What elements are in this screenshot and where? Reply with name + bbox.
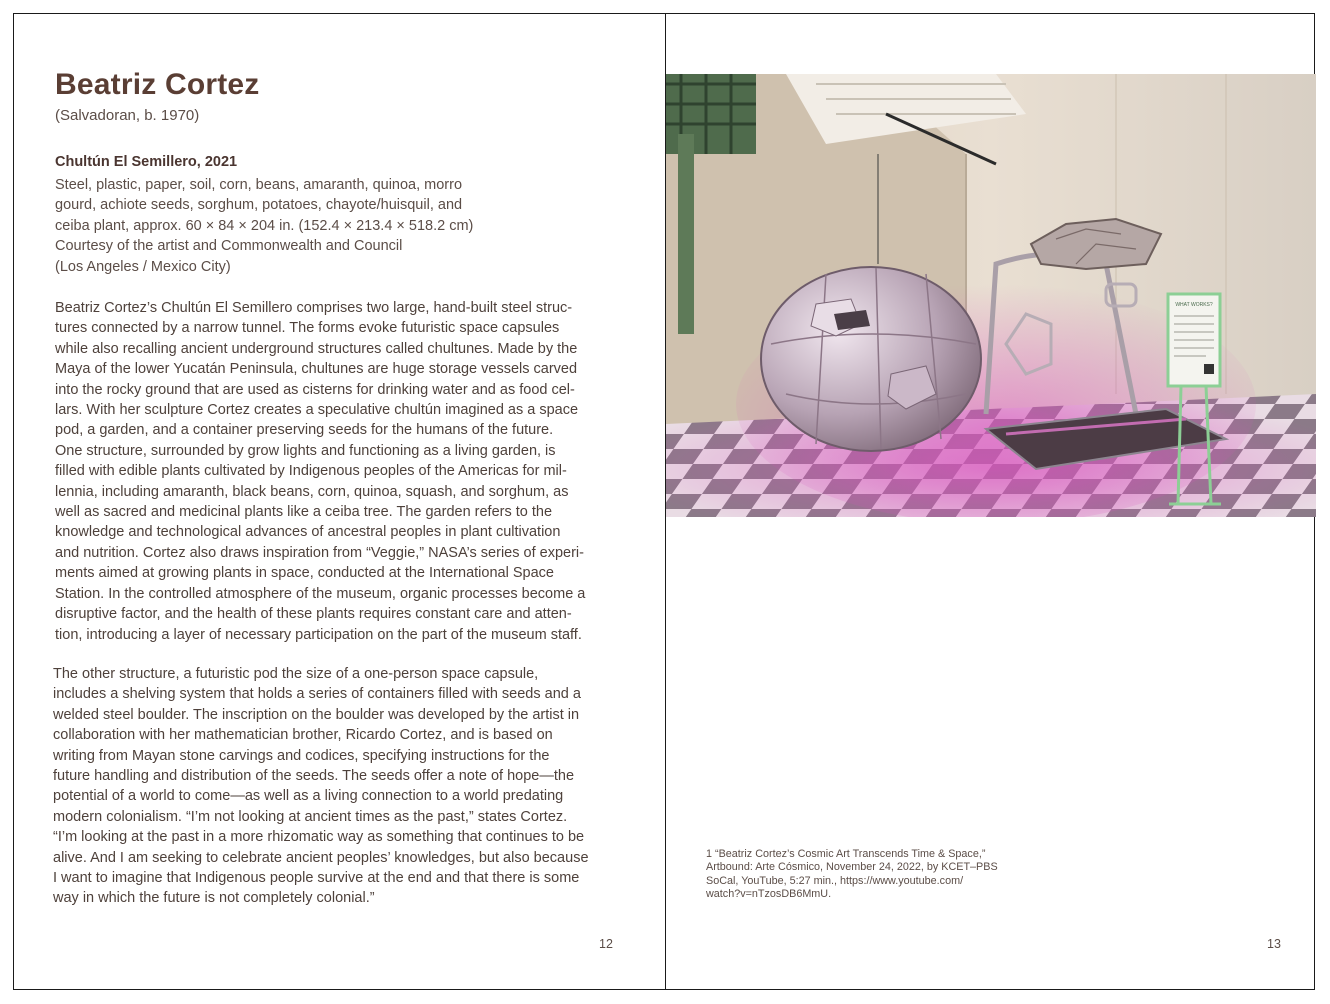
sign-label: WHAT WORKS? [1175,302,1213,308]
text-line: way in which the future is not completely colonial.” [53,890,375,907]
text-line: future handling and distribution of the seeds. The seeds offer a note of hope—the [53,768,575,785]
text-line: tures connected by a narrow tunnel. The forms evoke futuristic space capsules [55,320,560,337]
text-line: collaboration with her mathematician brother, Ricardo Cortez, and is based on [53,727,553,744]
artist-nationality: (Salvadoran, b. 1970) [55,107,200,124]
text-line: while also recalling ancient underground structures called chultunes. Made by the [55,340,578,357]
artwork-title: Chultún El Semillero, 2021 [55,154,238,170]
left-page [14,14,665,989]
text-line: knowledge and technological advances of ancestral peoples in plant cultivation [55,524,561,541]
page-number-right: 13 [1267,937,1281,951]
text-line: lars. With her sculpture Cortez creates a speculative chultún imagined as a space [55,402,579,419]
footnote-line: 1 “Beatriz Cortez’s Cosmic Art Transcends Time & Space,” [706,848,986,860]
artwork-details [55,175,495,277]
text-line: I want to imagine that Indigenous people survive at the end and that there is some [53,870,580,887]
text-line: The other structure, a futuristic pod the size of a one-person space capsule, [53,666,539,682]
text-line: tion, introducing a layer of necessary participation on the part of the museum staff. [55,626,582,643]
footnote-line: SoCal, YouTube, 5:27 min., https://www.youtube.com/ [706,874,964,887]
text-line: well as sacred and medicinal plants like a ceiba tree. The garden refers to the [55,504,553,521]
artwork-detail-line: gourd, achiote seeds, sorghum, potatoes, chayote/huisquil, and [55,197,463,214]
text-line: includes a shelving system that holds a series of containers filled with seeds and a [53,686,581,703]
book-spread [13,13,1315,990]
text-line: disruptive factor, and the health of these plants requires constant care and atten- [55,606,572,623]
text-line: writing from Mayan stone carvings and codices, specifying instructions for the [53,747,550,764]
right-page [666,14,1316,989]
text-line: pod, a garden, and a container preserving seeds for the humans of the future. [55,422,554,439]
text-line: “I’m looking at the past in a more rhizomatic way as something that continues to be [53,829,585,846]
artwork-detail-line: Steel, plastic, paper, soil, corn, beans, amaranth, quinoa, morro [55,177,463,193]
text-line: and nutrition. Cortez also draws inspiration from “Veggie,” NASA’s series of experi- [55,544,584,561]
text-line: modern colonialism. “I’m not looking at ancient times as the past,” states Cortez. [53,808,568,825]
installation-photo-image [666,74,1316,517]
footnote-line: watch?v=nTzosDB6MmU. [706,888,832,901]
body-paragraph-2 [53,664,623,909]
artist-name: Beatriz Cortez [55,68,260,101]
artwork-detail-line: ceiba plant, approx. 60 × 84 × 204 in. (152.4 × 213.4 × 518.2 cm) [55,217,474,234]
footnote-line: Artbound: Arte Cósmico, November 24, 2022, by KCET–PBS [706,861,998,874]
text-line: into the rocky ground that are used as cisterns for drinking water and as food cel- [55,381,575,398]
page-number-left: 12 [599,937,613,951]
text-line: filled with edible plants cultivated by Indigenous peoples of the Americas for mil- [55,463,567,480]
text-line: Beatriz Cortez’s Chultún El Semillero comprises two large, hand-built steel struc- [55,300,573,316]
installation-photo [666,74,1316,517]
text-line: welded steel boulder. The inscription on the boulder was developed by the artist in [53,706,580,723]
text-line: Station. In the controlled atmosphere of the museum, organic processes become a [55,585,586,602]
text-line: Maya of the lower Yucatán Peninsula, chultunes are huge storage vessels carved [55,361,578,378]
text-line: One structure, surrounded by grow lights and functioning as a living garden, is [55,442,556,459]
artwork-detail-line: Courtesy of the artist and Commonwealth and Council [55,238,403,255]
artwork-detail-line: (Los Angeles / Mexico City) [55,258,231,275]
footnote [706,848,1036,902]
body-paragraph-1 [55,298,625,645]
text-line: alive. And I am seeking to celebrate ancient peoples’ knowledges, but also because [53,849,589,866]
text-line: ments aimed at growing plants in space, conducted at the International Space [55,565,554,582]
text-line: potential of a world to come—as well as a living connection to a world predating [53,788,564,805]
text-line: lennia, including amaranth, black beans, corn, quinoa, squash, and sorghum, as [55,483,569,500]
